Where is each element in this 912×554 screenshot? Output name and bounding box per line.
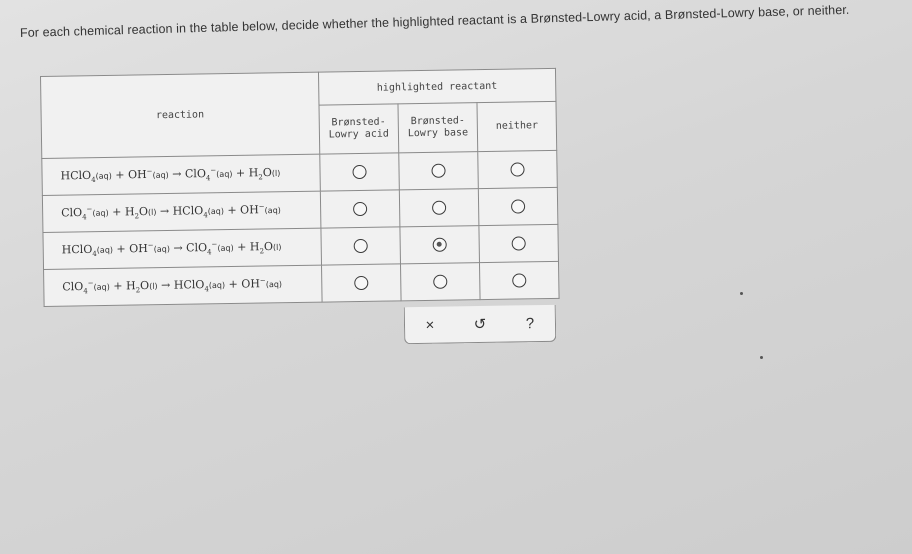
help-button[interactable]: ? <box>525 314 535 332</box>
question-prompt: For each chemical reaction in the table below, decide whether the highlighted reactant is a Brønsted-Lowry acid, a Brønsted-Lowry base, or neither. <box>19 2 850 40</box>
neither-radio[interactable] <box>510 162 524 176</box>
screen-speck <box>760 356 763 359</box>
acid-radio[interactable] <box>353 239 367 253</box>
neither-radio[interactable] <box>512 236 526 250</box>
neither-column-header: neither <box>477 101 557 151</box>
table-row <box>44 261 560 306</box>
reaction-equation: HClO$_4$(aq) + $OH^-(aq) \to ClO_4^-(aq) + H_2O(l)$ <box>42 154 320 195</box>
base-radio[interactable] <box>432 201 446 215</box>
acid-radio[interactable] <box>352 165 366 179</box>
reaction-equation: $ClO_4^-(aq) + H_2O(l)$ → HClO$_4$(aq) + OH−(aq) <box>42 191 320 232</box>
neither-radio[interactable] <box>512 273 526 287</box>
reaction-equation: HClO$_4$(aq) + $OH^-(aq) \to ClO_4^-(aq) + H_2O(l)$ <box>43 228 321 269</box>
screen-speck <box>740 292 743 295</box>
reaction-table-panel <box>40 68 560 322</box>
undo-button[interactable]: ↺ <box>473 315 487 334</box>
highlighted-reactant-header: highlighted reactant <box>318 68 556 105</box>
answer-toolbar <box>404 305 557 344</box>
base-column-header: Brønsted-Lowry base <box>398 103 478 153</box>
acid-radio[interactable] <box>353 202 367 216</box>
reaction-column-header: reaction <box>41 72 320 158</box>
reaction-equation: $ClO_4^-(aq) + H_2O(l)$ → HClO$_4$(aq) + OH−(aq) <box>44 265 322 306</box>
neither-radio[interactable] <box>511 199 525 213</box>
acid-radio[interactable] <box>354 276 368 290</box>
reaction-table <box>40 68 560 307</box>
clear-button[interactable]: × <box>425 316 435 334</box>
base-radio[interactable] <box>433 275 447 289</box>
acid-column-header: Brønsted-Lowry acid <box>319 104 399 154</box>
base-radio-selected[interactable] <box>433 238 447 252</box>
base-radio[interactable] <box>431 164 445 178</box>
